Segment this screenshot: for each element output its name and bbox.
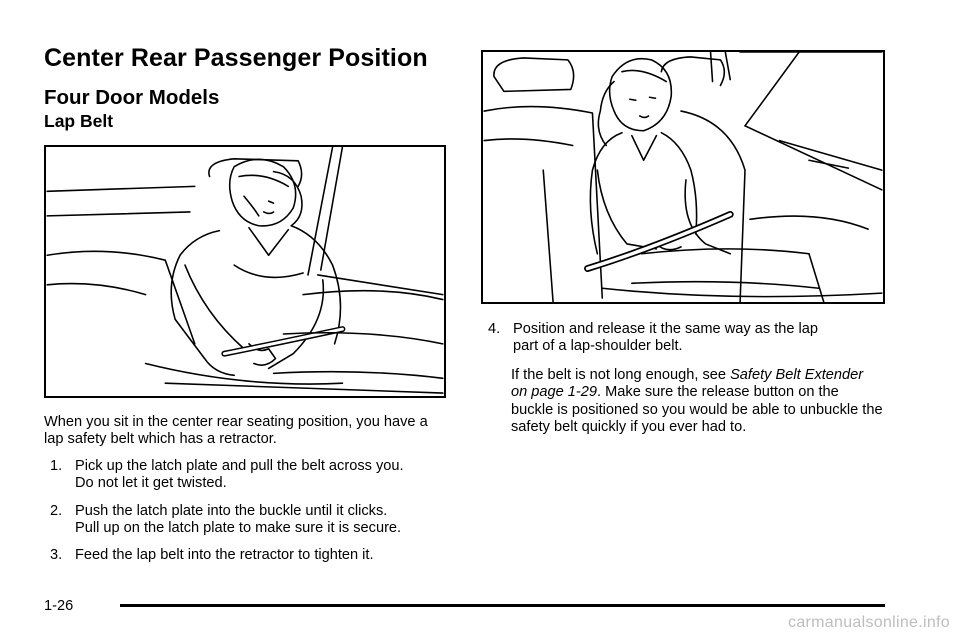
footer-rule	[120, 604, 885, 607]
watermark-text: carmanualsonline.info	[788, 614, 950, 631]
belt-extender-note	[511, 367, 883, 436]
intro-paragraph: When you sit in the center rear seating position, you have a lap safety belt which has a retractor.	[44, 414, 428, 448]
page-heading: Center Rear Passenger Position	[44, 44, 428, 72]
note-text: If the belt is not long enough, see	[511, 367, 731, 383]
seated-child-lap-belt-illustration	[481, 50, 885, 304]
cross-reference-link[interactable]: Safety Belt Extender on page 1-29	[511, 367, 864, 401]
step-text-line: Push the latch plate into the buckle until it clicks.	[75, 503, 388, 519]
step-text-line: Do not let it get twisted.	[75, 475, 227, 492]
step-text-line: Feed the lap belt into the retractor to tighten it.	[75, 547, 374, 563]
step-number: 1.	[50, 458, 63, 474]
step-text-line: Pick up the latch plate and pull the belt across you.	[75, 458, 404, 474]
note-text: . Make sure the release button on the buckle is positioned so you would be able to unbuckle the safety belt quickly if you ever had to.	[511, 384, 883, 435]
step-text-line: part of a lap-shoulder belt.	[513, 338, 683, 355]
lap-belt-fastening-illustration	[44, 145, 446, 398]
step-number: 4.	[488, 321, 501, 337]
section-title: Lap Belt	[44, 111, 114, 131]
step-number: 2.	[50, 503, 63, 519]
step-text-line: Position and release it the same way as the lap	[513, 321, 819, 337]
section-subheading: Four Door Models	[44, 86, 220, 109]
page-number: 1-26	[44, 598, 74, 614]
step-text-line: Pull up on the latch plate to make sure it is secure.	[75, 520, 402, 537]
step-number: 3.	[50, 547, 63, 563]
